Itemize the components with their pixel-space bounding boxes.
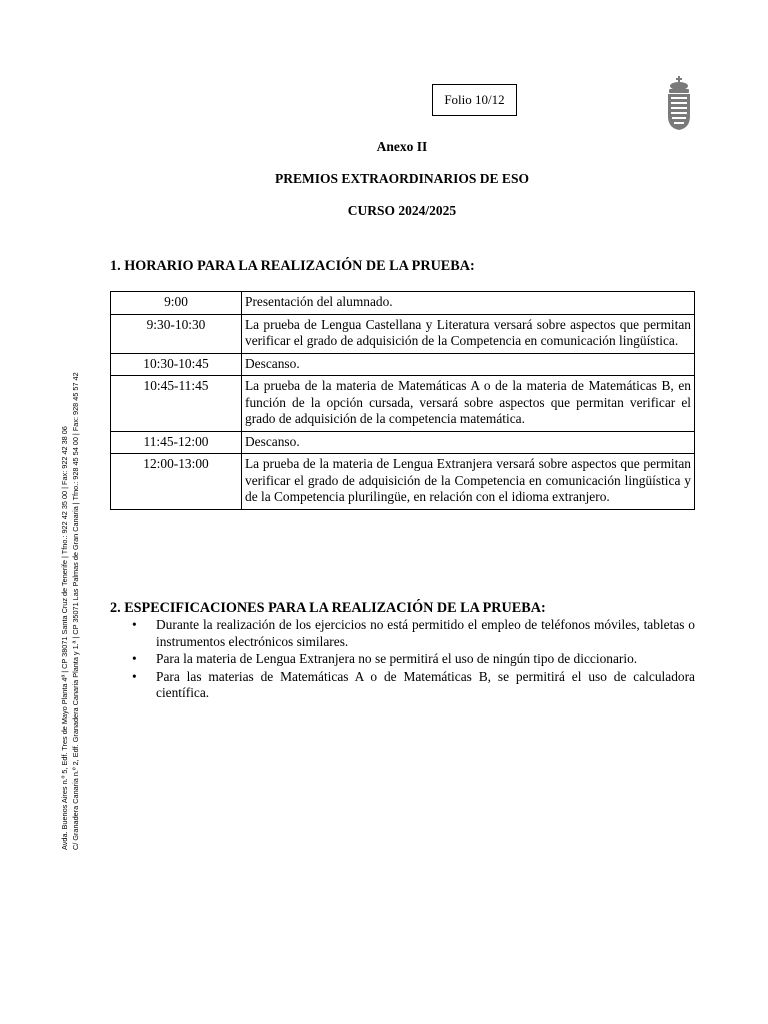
description-cell: La prueba de Lengua Castellana y Literatura versará sobre aspectos que permitan verificar el grado de adquisición de la Competencia en comunicación lingüística. <box>242 314 695 353</box>
annex-heading: Anexo II <box>376 139 428 154</box>
table-row <box>111 314 695 353</box>
list-item-text: Para la materia de Lengua Extranjera no se permitirá el uso de ningún tipo de diccionario. <box>156 651 638 666</box>
section1-title: 1. HORARIO PARA LA REALIZACIÓN DE LA PRUEBA: <box>110 258 475 274</box>
list-item-text: Para las materias de Matemáticas A o de Matemáticas B, se permitirá el uso de calculadora científica. <box>156 668 695 700</box>
bullet-icon: • <box>132 668 137 684</box>
folio-box <box>432 84 517 116</box>
time-cell: 10:45-11:45 <box>111 376 242 432</box>
bullet-icon: • <box>132 651 137 666</box>
address-line-tenerife: Avda. Buenos Aires n.º 5, Edf. Tres de Mayo Planta 4ª | CP 38071 Santa Cruz de Tenerife | Tfno.: 922 42 35 00 | Fax: 922 42 38 06 <box>60 426 69 850</box>
document-title: PREMIOS EXTRAORDINARIOS DE ESO <box>275 171 529 186</box>
folio-label: Folio 10/12 <box>444 92 505 107</box>
table-row <box>111 431 695 454</box>
time-cell: 12:00-13:00 <box>111 454 242 510</box>
table-row <box>111 292 695 315</box>
list-item <box>130 617 695 650</box>
description-cell: Presentación del alumnado. <box>242 292 695 315</box>
time-cell: 11:45-12:00 <box>111 431 242 454</box>
description-cell: La prueba de la materia de Matemáticas A o de la materia de Matemáticas B, en función de la opción cursada, versará sobre aspectos que permitan verificar el grado de adquisición de la competencia matemática. <box>242 376 695 432</box>
table-row <box>111 353 695 376</box>
specifications-list <box>130 617 695 703</box>
table-row <box>111 376 695 432</box>
time-cell: 9:30-10:30 <box>111 314 242 353</box>
list-item-text: Durante la realización de los ejercicios no está permitido el empleo de teléfonos móviles, tabletas o instrumentos electrónicos similares. <box>156 617 695 649</box>
time-cell: 9:00 <box>111 292 242 315</box>
time-cell: 10:30-10:45 <box>111 353 242 376</box>
section2-title: 2. ESPECIFICACIONES PARA LA REALIZACIÓN DE LA PRUEBA: <box>110 600 546 616</box>
bullet-icon: • <box>132 617 137 632</box>
coat-of-arms-icon <box>664 76 694 130</box>
address-line-gran-canaria: C/ Granadera Canaria n.º 2, Edf. Granadera Canaria Planta y 1.ª | CP 35071 Las Palmas de Gran Canaria | Tfno.: 928 45 54 00 | Fax: 928 45 57 42 <box>71 372 80 850</box>
table-row <box>111 454 695 510</box>
course-heading: CURSO 2024/2025 <box>347 203 457 218</box>
description-cell: Descanso. <box>242 431 695 454</box>
description-cell: Descanso. <box>242 353 695 376</box>
description-cell: La prueba de la materia de Lengua Extranjera versará sobre aspectos que permitan verificar el grado de adquisición de la Competencia en comunicación lingüística y de la Competencia plurilingüe, en relación con el idioma extranjero. <box>242 454 695 510</box>
list-item <box>130 651 695 668</box>
side-address-block <box>59 320 80 850</box>
schedule-table <box>110 291 695 510</box>
list-item <box>130 669 695 702</box>
